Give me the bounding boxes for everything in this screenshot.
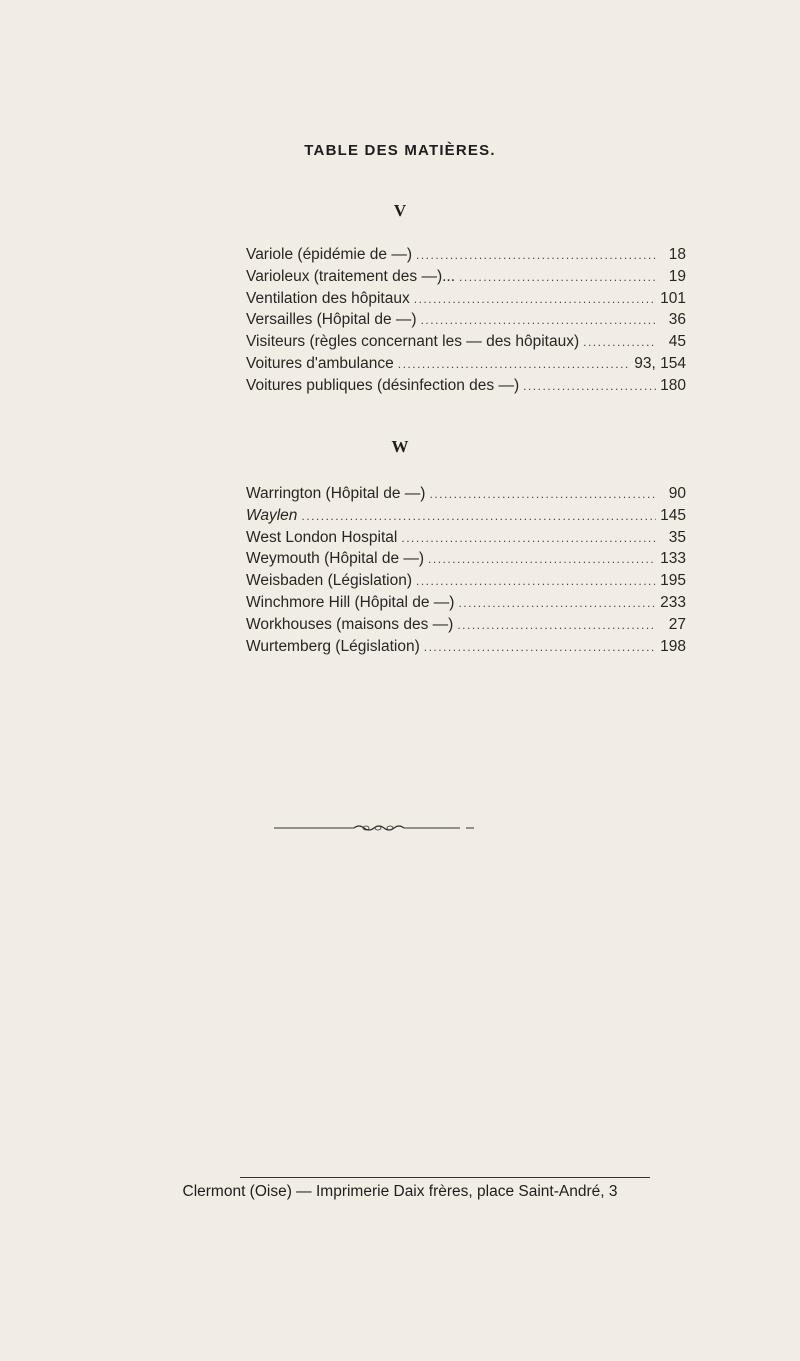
entry-page-number: 27 [668,615,686,633]
entry-label: Wurtemberg (Législation) [246,637,420,655]
index-entry [246,333,686,355]
dot-leader [416,248,656,262]
entry-page-number: 93, 154 [634,354,686,372]
entry-label: Winchmore Hill (Hôpital de —) [246,593,455,611]
section-letter-w: W [391,437,409,456]
imprint-rule [240,1177,650,1178]
index-entry [246,377,686,399]
entry-label: Weisbaden (Législation) [246,572,413,590]
index-entry [246,616,686,638]
dot-leader [523,379,656,393]
entry-page-number: 45 [668,333,686,351]
index-list-v [246,246,686,399]
entry-label: Weymouth (Hôpital de —) [246,550,425,568]
entry-page-number: 101 [660,289,686,307]
dot-leader [416,574,656,588]
entry-page-number: 19 [668,267,686,285]
entry-label: Voitures publiques (désinfection des —) [246,376,520,394]
entry-page-number: 198 [660,637,686,655]
index-entry [246,355,686,377]
index-entry [246,290,686,312]
index-entry [246,268,686,290]
entry-label: Versailles (Hôpital de —) [246,311,417,329]
dot-leader [301,509,656,523]
entry-label: Warrington (Hôpital de —) [246,485,426,502]
entry-label: Workhouses (maisons des —) [246,615,454,633]
index-entry [246,529,686,551]
entry-label: Varioleux (traitement des —)... [246,267,456,285]
dot-leader [429,487,656,501]
index-entry [246,638,686,660]
page-title: TABLE DES MATIÈRES. [304,142,496,159]
index-list-w [246,485,686,659]
entry-page-number: 195 [660,572,686,590]
index-entry [246,311,686,333]
entry-page-number: 35 [668,528,686,546]
dot-leader [457,618,656,632]
entry-label: Ventilation des hôpitaux [246,289,410,307]
entry-label: Voitures d'ambulance [246,354,394,372]
section-letter-v: V [393,201,407,220]
entry-page-number: 36 [668,311,686,329]
entry-page-number: 18 [668,246,686,263]
ornament-divider [274,824,484,832]
entry-label: Waylen [246,506,298,524]
entry-page-number: 133 [660,550,686,568]
entry-label: West London Hospital [246,528,398,546]
dot-leader [458,596,656,610]
entry-page-number: 180 [660,376,686,394]
printer-imprint: Clermont (Oise) — Imprimerie Daix frères, place Saint-André, 3 [182,1183,618,1200]
index-entry [246,507,686,529]
dot-leader [424,640,656,654]
entry-page-number: 145 [660,506,686,524]
index-entry [246,550,686,572]
entry-page-number: 233 [660,593,686,611]
index-entry [246,572,686,594]
entry-label: Variole (épidémie de —) [246,246,412,263]
dot-leader [583,335,656,349]
index-entry [246,485,686,507]
index-entry [246,246,686,268]
dot-leader [421,313,656,327]
dot-leader [401,531,656,545]
dot-leader [414,292,656,306]
index-entry [246,594,686,616]
dot-leader [459,270,656,284]
dot-leader [398,357,631,371]
entry-label: Visiteurs (règles concernant les — des hôpitaux) [246,333,580,351]
entry-page-number: 90 [668,485,686,502]
dot-leader [428,552,656,566]
